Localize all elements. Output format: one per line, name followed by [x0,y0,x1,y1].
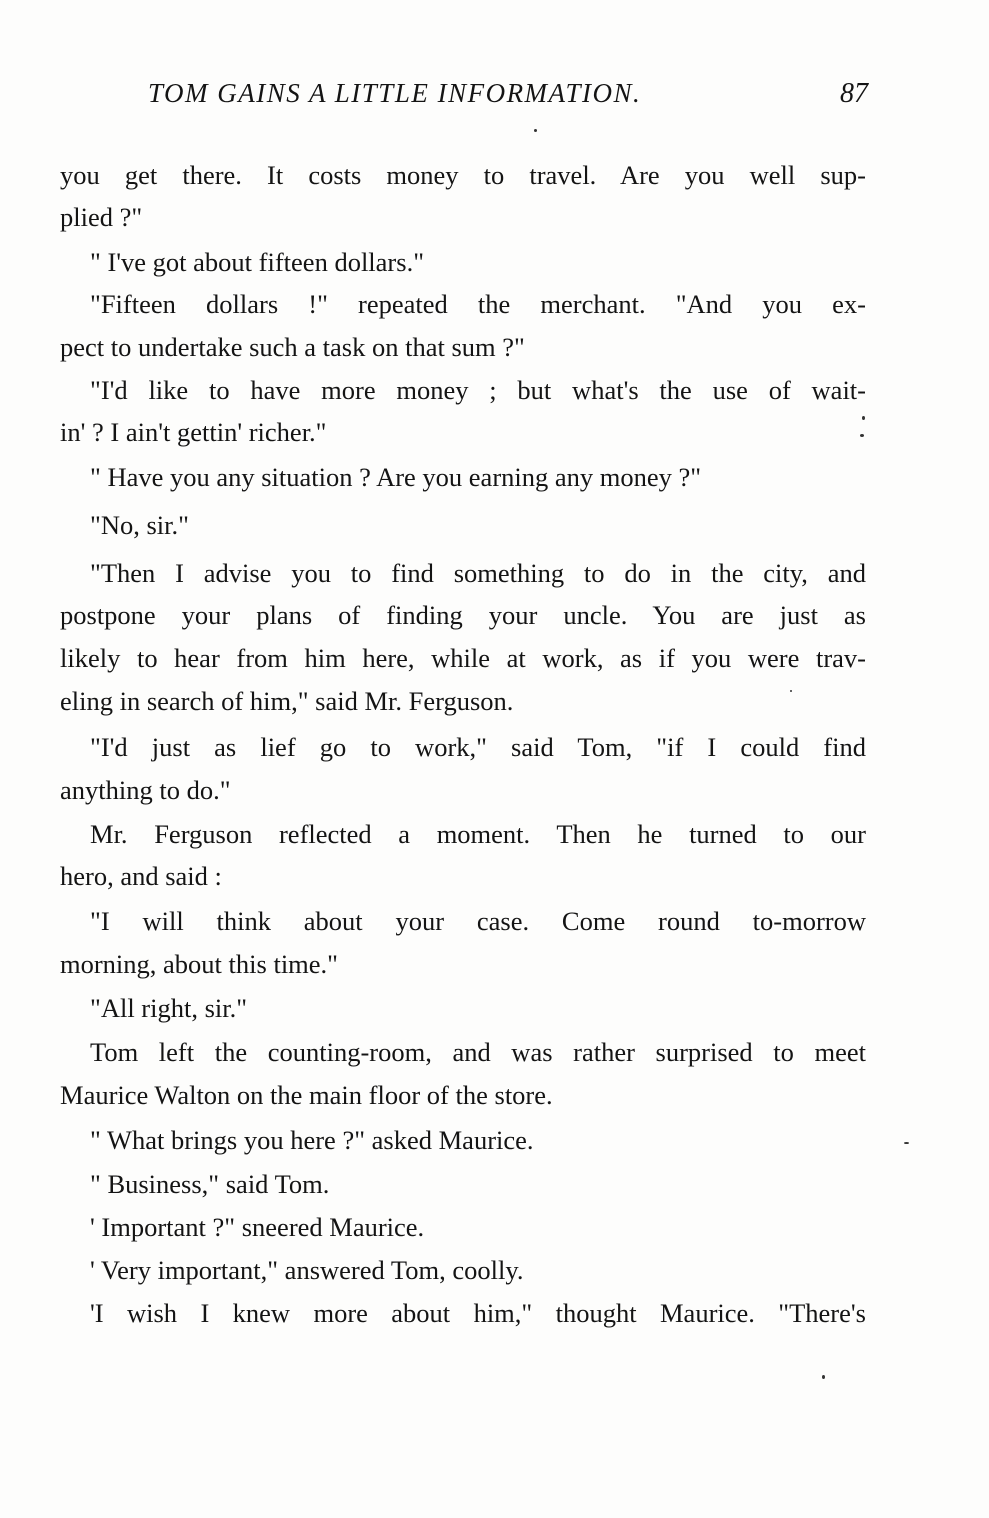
print-speck [860,434,864,437]
text-line: "I'd just as lief go to work," said Tom, "if I could find [90,732,866,762]
page-number: 87 [840,78,868,109]
text-line: eling in search of him," said Mr. Ferguson. [60,686,514,716]
text-line: "All right, sir." [90,993,248,1023]
text-line: "I'd like to have more money ; but what's the use of wait- [90,375,866,405]
print-speck [790,690,792,692]
text-line: in' ? I ain't gettin' richer." [60,417,327,447]
text-line: plied ?" [60,202,143,232]
text-line: likely to hear from him here, while at work, as if you were trav- [60,643,866,673]
running-title: TOM GAINS A LITTLE INFORMATION. [148,78,642,108]
print-speck [904,1142,909,1144]
text-line: ' Important ?" sneered Maurice. [90,1212,425,1242]
text-line: ' Very important," answered Tom, coolly. [90,1255,524,1285]
text-line: " I've got about fifteen dollars." [90,247,425,277]
running-head [60,78,868,118]
text-line: Maurice Walton on the main floor of the store. [60,1080,553,1110]
text-line: "I will think about your case. Come round to-morrow [90,906,866,936]
print-speck [534,129,537,132]
text-line: hero, and said : [60,861,222,891]
text-line: postpone your plans of finding your uncle. You are just as [60,600,866,630]
text-line: 'I wish I knew more about him," thought Maurice. "There's [90,1298,866,1328]
text-line: " Have you any situation ? Are you earning any money ?" [90,462,702,492]
text-line: pect to undertake such a task on that sum ?" [60,332,525,362]
text-line: " What brings you here ?" asked Maurice. [90,1125,534,1155]
text-line: Mr. Ferguson reflected a moment. Then he turned to our [90,819,866,849]
text-line: "Then I advise you to find something to do in the city, and [90,558,866,588]
text-line: you get there. It costs money to travel. Are you well sup- [60,160,866,190]
print-speck [862,416,865,420]
text-line: "No, sir." [90,510,189,540]
print-speck [822,1375,825,1379]
text-line: " Business," said Tom. [90,1169,330,1199]
text-line: "Fifteen dollars !" repeated the merchant. "And you ex- [90,289,866,319]
text-line: Tom left the counting-room, and was rather surprised to meet [90,1037,866,1067]
text-line: morning, about this time." [60,949,339,979]
text-line: anything to do." [60,775,231,805]
